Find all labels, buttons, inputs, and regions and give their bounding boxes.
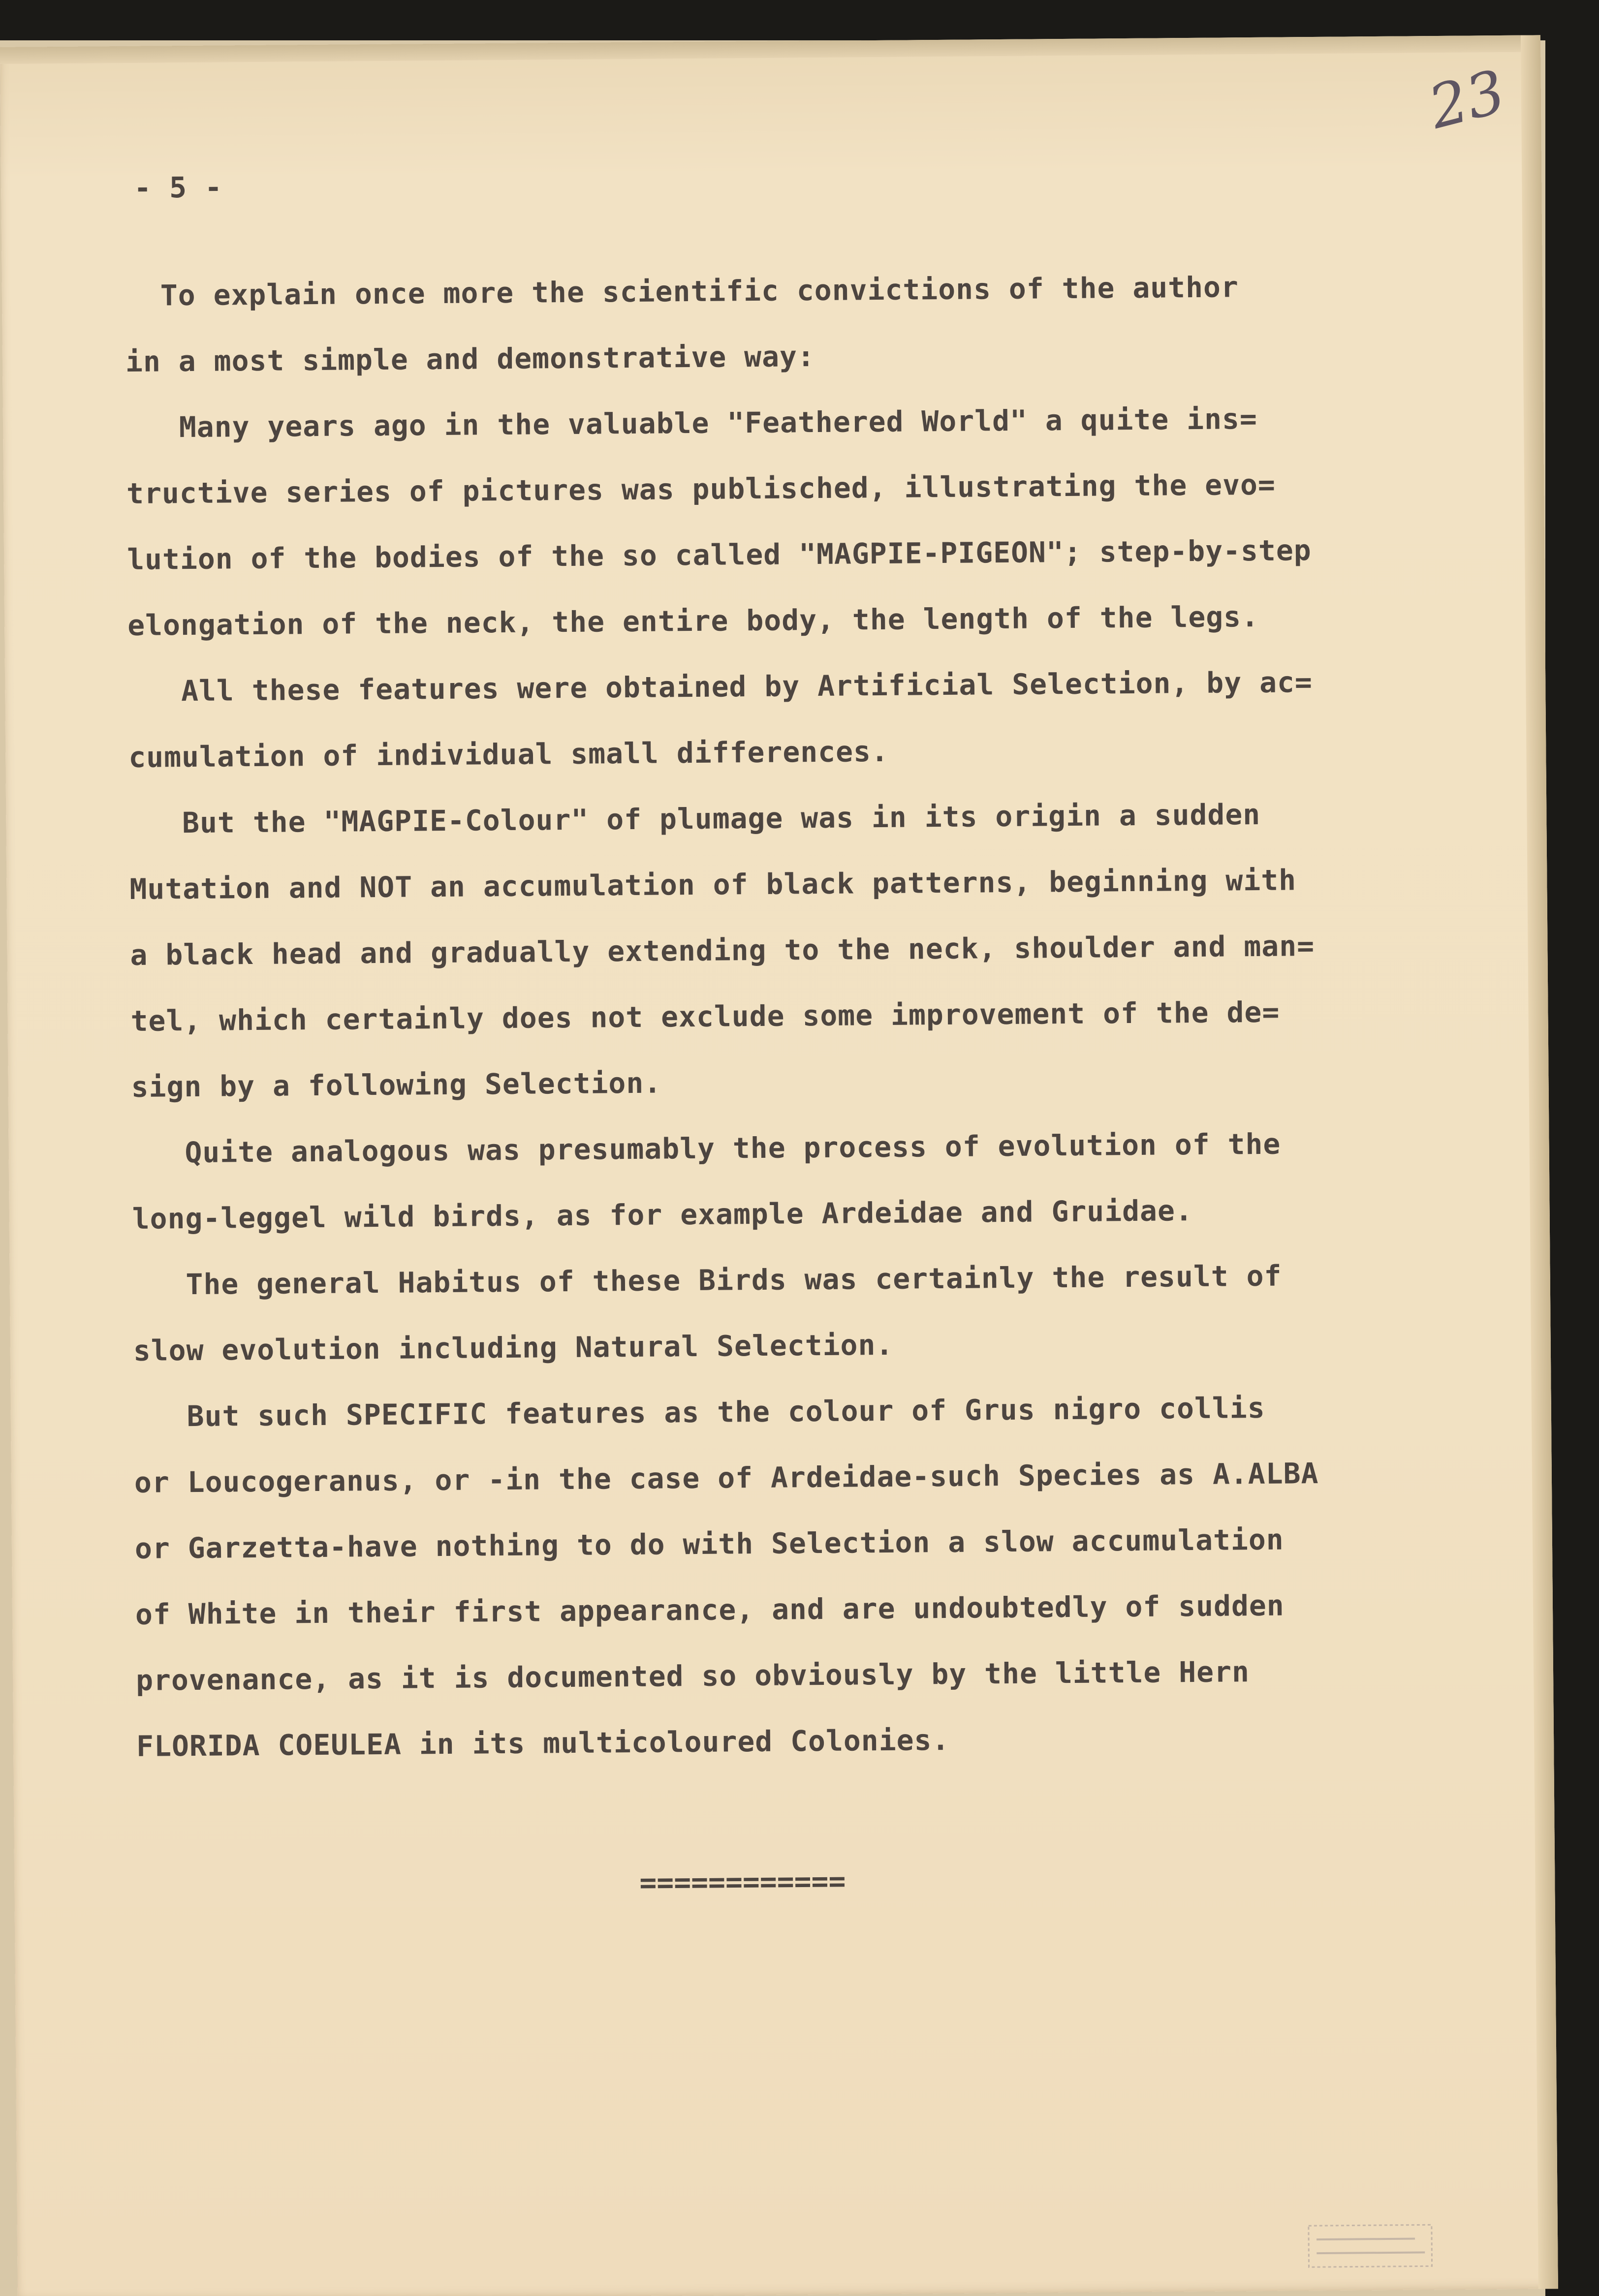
text-line: in a most simple and demonstrative way: <box>125 340 815 379</box>
text-line: provenance, as it is documented so obviously by the little Hern <box>135 1655 1250 1697</box>
end-rule: ============ <box>639 1864 846 1899</box>
paper-sheet <box>0 35 1558 2296</box>
text-line: Mutation and NOT an accumulation of black patterns, beginning with <box>129 863 1297 906</box>
text-line: FLORIDA COEULEA in its multicoloured Colonies. <box>136 1723 950 1763</box>
handwritten-folio-number: 23 <box>1422 57 1512 143</box>
text-line: sign by a following Selection. <box>131 1066 662 1104</box>
sheet-top-edge <box>0 35 1540 64</box>
typewritten-body <box>125 252 1495 1779</box>
text-line: or Garzetta-have nothing to do with Selection a slow accumulation <box>134 1522 1284 1565</box>
text-line: long-leggel wild birds, as for example Ardeidae and Gruidae. <box>132 1194 1193 1236</box>
text-line: But the "MAGPIE-Colour" of plumage was in its origin a sudden <box>129 797 1261 840</box>
text-line: a black head and gradually extending to the neck, shoulder and man= <box>130 929 1315 972</box>
text-line: lution of the bodies of the so called "MAGPIE-PIGEON"; step-by-step <box>126 533 1312 577</box>
text-line: or Loucogeranus, or -in the case of Ardeidae-such Species as A.ALBA <box>134 1457 1319 1499</box>
text-line: cumulation of individual small differences. <box>128 734 889 774</box>
text-line: Quite analogous was presumably the process of evolution of the <box>131 1127 1281 1170</box>
archive-stamp-icon <box>1307 2221 1435 2271</box>
text-line: To explain once more the scientific convictions of the author <box>125 270 1239 313</box>
page-number: - 5 - <box>133 170 223 205</box>
text-line: The general Habitus of these Birds was certainly the result of <box>132 1259 1282 1302</box>
text-line: tel, which certainly does not exclude some improvement of the de= <box>130 995 1280 1038</box>
text-line: tructive series of pictures was publisched, illustrating the evo= <box>126 467 1276 511</box>
text-line: But such SPECIFIC features as the colour of Grus nigro collis <box>133 1391 1265 1433</box>
text-line: Many years ago in the valuable "Feathered World" a quite ins= <box>125 402 1258 445</box>
text-line: of White in their first appearance, and are undoubtedly of sudden <box>135 1588 1285 1631</box>
sheet-right-edge <box>1521 35 1558 2289</box>
text-line: elongation of the neck, the entire body, the length of the legs. <box>127 599 1259 642</box>
text-line: slow evolution including Natural Selection. <box>133 1328 894 1367</box>
text-line: All these features were obtained by Artificial Selection, by ac= <box>128 665 1313 708</box>
